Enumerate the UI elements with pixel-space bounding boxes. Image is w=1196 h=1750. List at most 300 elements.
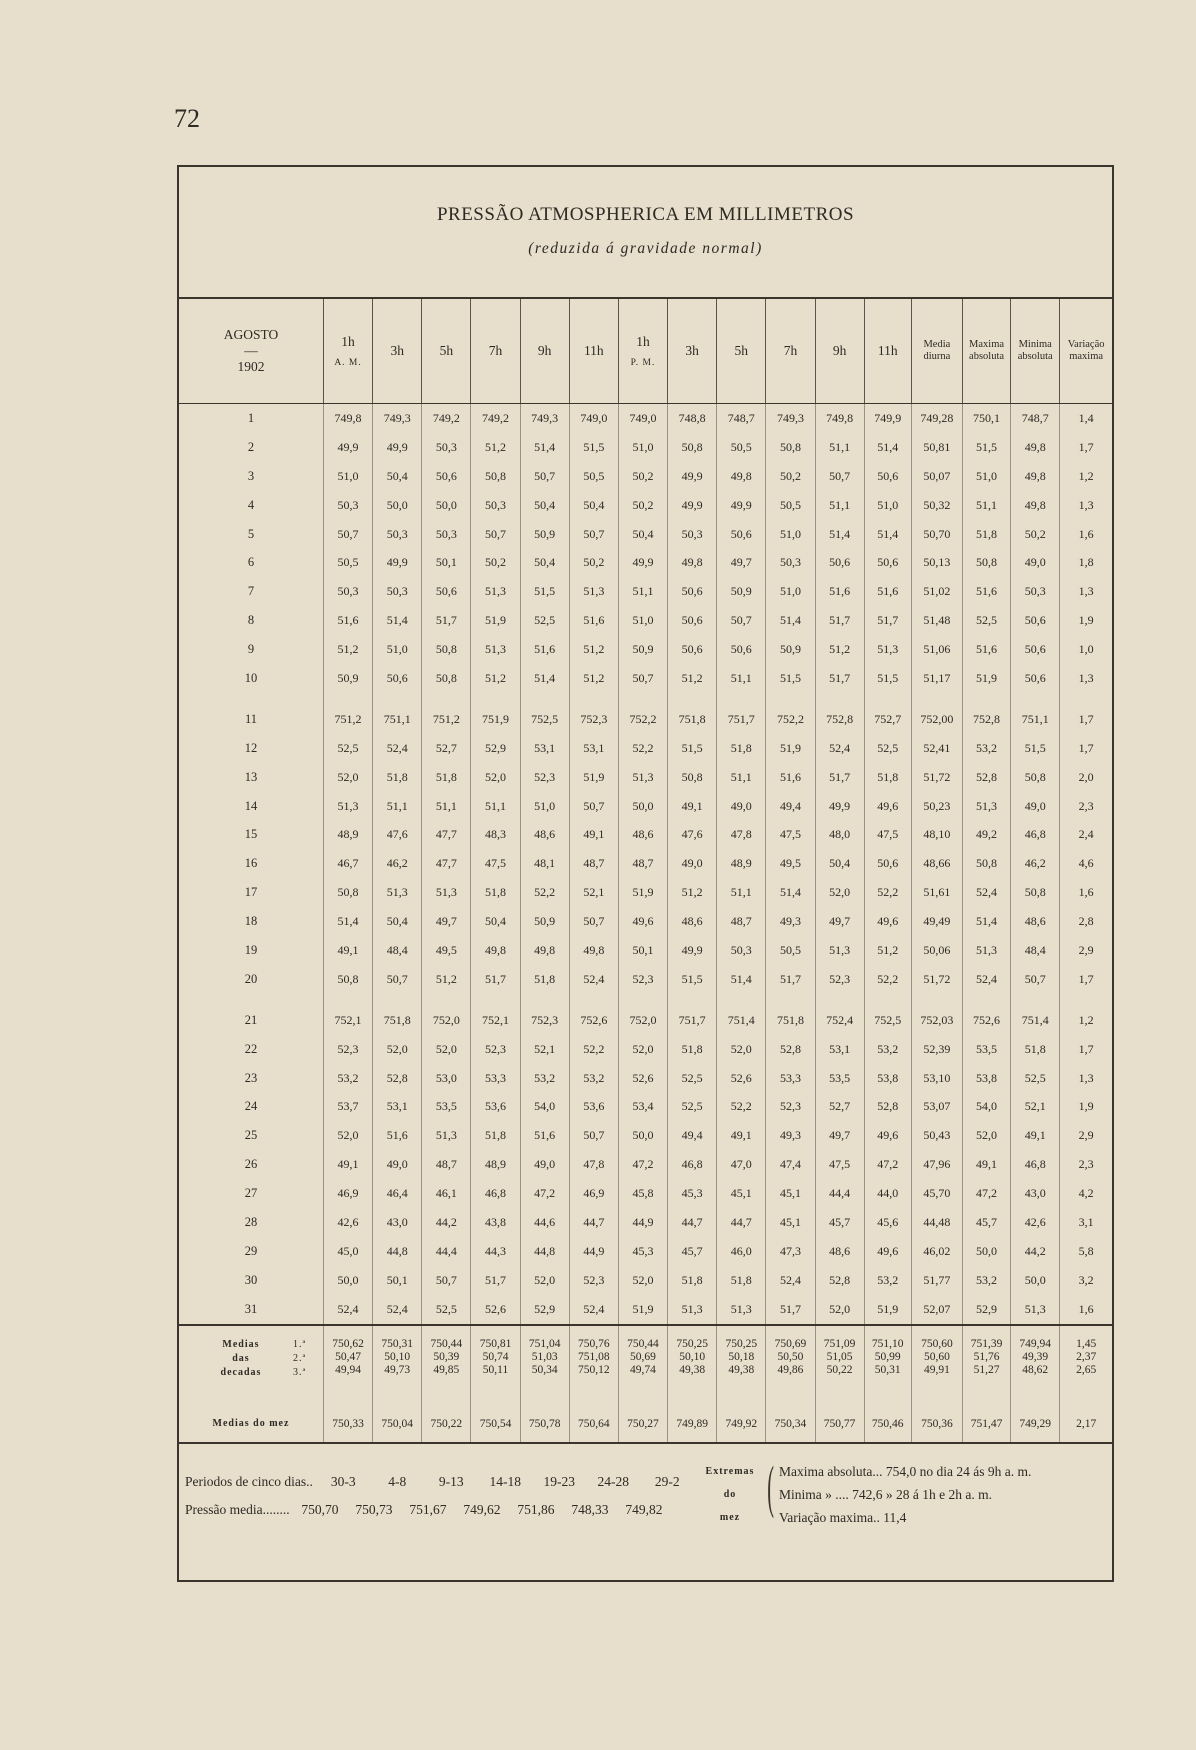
value-cell: 50,0 bbox=[962, 1237, 1010, 1266]
value-cell: 51,8 bbox=[471, 1121, 520, 1150]
value-cell: 52,4 bbox=[323, 1295, 372, 1325]
value-cell: 48,6 bbox=[618, 820, 667, 849]
value-cell: 46,8 bbox=[1011, 1150, 1060, 1179]
value-cell: 51,0 bbox=[962, 462, 1010, 491]
value-cell: 44,7 bbox=[569, 1208, 618, 1237]
value-cell: 50,6 bbox=[815, 548, 864, 577]
header-month-name: AGOSTO bbox=[223, 327, 279, 342]
header-media-2: diurna bbox=[923, 351, 951, 362]
day-cell: 24 bbox=[244, 1099, 258, 1114]
value-cell: 48,0 bbox=[815, 820, 864, 849]
table-row bbox=[179, 936, 1112, 965]
extreme-min: Minima » .... 742,6 » 28 á 1h e 2h a. m. bbox=[779, 1486, 992, 1502]
value-cell: 51,5 bbox=[668, 965, 717, 994]
decade-ordinal-1: 1.ª bbox=[292, 1338, 307, 1350]
decade-mean-value: 750,25 bbox=[725, 1337, 758, 1350]
value-cell: 751,8 bbox=[668, 693, 717, 734]
value-cell: 53,2 bbox=[962, 734, 1010, 763]
decade-means-row bbox=[179, 1325, 1112, 1388]
value-cell: 51,4 bbox=[864, 520, 911, 549]
value-cell: 46,7 bbox=[323, 849, 372, 878]
period-value: 30-3 bbox=[330, 1473, 356, 1489]
value-cell: 49,9 bbox=[717, 491, 766, 520]
value-cell: 50,5 bbox=[766, 936, 815, 965]
value-cell: 51,0 bbox=[864, 491, 911, 520]
value-cell: 47,4 bbox=[766, 1150, 815, 1179]
value-cell: 752,5 bbox=[520, 693, 569, 734]
table-row bbox=[179, 820, 1112, 849]
value-cell: 51,1 bbox=[618, 577, 667, 606]
value-cell: 51,4 bbox=[962, 907, 1010, 936]
value-cell: 751,7 bbox=[717, 693, 766, 734]
value-cell: 53,3 bbox=[766, 1064, 815, 1093]
day-cell: 3 bbox=[247, 468, 255, 483]
value-cell: 43,0 bbox=[373, 1208, 422, 1237]
day-cell: 16 bbox=[244, 856, 258, 871]
value-cell: 751,4 bbox=[717, 994, 766, 1035]
periods-values bbox=[316, 1474, 694, 1489]
day-cell: 7 bbox=[247, 584, 255, 599]
period-value: 24-28 bbox=[597, 1473, 629, 1489]
table-row bbox=[179, 1179, 1112, 1208]
value-cell: 53,3 bbox=[471, 1064, 520, 1093]
table-row bbox=[179, 907, 1112, 936]
extremes-label-3: mez bbox=[719, 1511, 741, 1523]
value-cell: 50,3 bbox=[422, 433, 471, 462]
value-cell: 51,1 bbox=[717, 664, 766, 693]
value-cell: 50,7 bbox=[373, 965, 422, 994]
value-cell: 50,8 bbox=[962, 849, 1010, 878]
decade-mean-value: 50,74 bbox=[482, 1350, 509, 1363]
value-cell: 50,7 bbox=[717, 606, 766, 635]
value-cell: 51,8 bbox=[717, 734, 766, 763]
header-hour bbox=[520, 299, 569, 404]
hour-label: 5h bbox=[734, 343, 749, 358]
table-row bbox=[179, 1208, 1112, 1237]
value-cell: 47,8 bbox=[569, 1150, 618, 1179]
value-cell: 3,2 bbox=[1060, 1266, 1112, 1295]
value-cell: 49,8 bbox=[471, 936, 520, 965]
period-value: 9-13 bbox=[438, 1473, 464, 1489]
table-row bbox=[179, 1092, 1112, 1121]
value-cell: 48,9 bbox=[471, 1150, 520, 1179]
value-cell: 45,8 bbox=[618, 1179, 667, 1208]
value-cell: 50,0 bbox=[618, 1121, 667, 1150]
decade-mean-value: 751,08 bbox=[578, 1350, 610, 1363]
value-cell: 48,4 bbox=[373, 936, 422, 965]
day-cell: 25 bbox=[244, 1128, 258, 1143]
value-cell: 51,4 bbox=[864, 433, 911, 462]
decade-mean-value: 50,10 bbox=[679, 1350, 706, 1363]
value-cell: 50,6 bbox=[1011, 664, 1060, 693]
data-body bbox=[179, 404, 1112, 1325]
value-cell: 52,0 bbox=[373, 1035, 422, 1064]
value-cell: 50,7 bbox=[422, 1266, 471, 1295]
value-cell: 51,4 bbox=[323, 907, 372, 936]
decade-mean-value: 49,86 bbox=[777, 1363, 804, 1376]
value-cell: 752,0 bbox=[618, 994, 667, 1035]
value-cell: 50,2 bbox=[766, 462, 815, 491]
value-cell: 53,1 bbox=[520, 734, 569, 763]
value-cell: 53,5 bbox=[422, 1092, 471, 1121]
value-cell: 51,6 bbox=[962, 635, 1010, 664]
value-cell: 50,43 bbox=[911, 1121, 962, 1150]
table-row bbox=[179, 994, 1112, 1035]
day-cell: 23 bbox=[244, 1070, 258, 1085]
value-cell: 51,5 bbox=[569, 433, 618, 462]
day-cell: 13 bbox=[244, 769, 258, 784]
value-cell: 51,4 bbox=[373, 606, 422, 635]
table-row bbox=[179, 664, 1112, 693]
value-cell: 45,1 bbox=[766, 1208, 815, 1237]
value-cell: 5,8 bbox=[1060, 1237, 1112, 1266]
value-cell: 51,7 bbox=[471, 1266, 520, 1295]
value-cell: 46,2 bbox=[373, 849, 422, 878]
value-cell: 49,1 bbox=[717, 1121, 766, 1150]
value-cell: 751,8 bbox=[766, 994, 815, 1035]
value-cell: 52,5 bbox=[864, 734, 911, 763]
pressure-table bbox=[179, 299, 1112, 1444]
hour-label: 1h bbox=[341, 334, 355, 349]
value-cell: 52,5 bbox=[668, 1092, 717, 1121]
value-cell: 1,2 bbox=[1060, 994, 1112, 1035]
value-cell: 1,3 bbox=[1060, 577, 1112, 606]
value-cell: 49,2 bbox=[962, 820, 1010, 849]
value-cell: 751,1 bbox=[1011, 693, 1060, 734]
value-cell: 51,2 bbox=[422, 965, 471, 994]
value-cell: 51,6 bbox=[373, 1121, 422, 1150]
value-cell: 50,9 bbox=[520, 520, 569, 549]
value-cell: 751,7 bbox=[668, 994, 717, 1035]
value-cell: 50,7 bbox=[569, 907, 618, 936]
value-cell: 2,9 bbox=[1060, 1121, 1112, 1150]
decade-ordinal-2: 2.ª bbox=[292, 1352, 307, 1364]
value-cell: 52,1 bbox=[1011, 1092, 1060, 1121]
hour-label: 3h bbox=[390, 343, 404, 358]
day-cell: 11 bbox=[244, 711, 257, 726]
decade-mean-value: 750,69 bbox=[774, 1337, 807, 1350]
value-cell: 52,0 bbox=[520, 1266, 569, 1295]
value-cell: 749,3 bbox=[373, 404, 422, 433]
value-cell: 752,2 bbox=[766, 693, 815, 734]
value-cell: 50,1 bbox=[373, 1266, 422, 1295]
value-cell: 50,9 bbox=[520, 907, 569, 936]
value-cell: 50,6 bbox=[864, 849, 911, 878]
value-cell: 50,8 bbox=[422, 664, 471, 693]
value-cell: 50,6 bbox=[717, 635, 766, 664]
value-cell: 51,0 bbox=[373, 635, 422, 664]
value-cell: 45,70 bbox=[911, 1179, 962, 1208]
decade-means-cell bbox=[717, 1325, 766, 1388]
value-cell: 2,4 bbox=[1060, 820, 1112, 849]
value-cell: 46,1 bbox=[422, 1179, 471, 1208]
decade-means-cell bbox=[911, 1325, 962, 1388]
value-cell: 50,8 bbox=[323, 965, 372, 994]
value-cell: 52,3 bbox=[520, 763, 569, 792]
value-cell: 46,8 bbox=[1011, 820, 1060, 849]
header-hour bbox=[815, 299, 864, 404]
day-cell: 6 bbox=[247, 555, 255, 570]
value-cell: 50,6 bbox=[1011, 635, 1060, 664]
decade-mean-value: 49,85 bbox=[433, 1363, 460, 1376]
value-cell: 51,2 bbox=[668, 664, 717, 693]
value-cell: 50,3 bbox=[422, 520, 471, 549]
value-cell: 50,0 bbox=[422, 491, 471, 520]
value-cell: 48,6 bbox=[520, 820, 569, 849]
value-cell: 51,7 bbox=[815, 664, 864, 693]
am-label: A. M. bbox=[334, 358, 362, 368]
value-cell: 51,8 bbox=[668, 1266, 717, 1295]
value-cell: 51,0 bbox=[618, 433, 667, 462]
header-maxima bbox=[962, 299, 1010, 404]
value-cell: 46,2 bbox=[1011, 849, 1060, 878]
value-cell: 48,1 bbox=[520, 849, 569, 878]
value-cell: 49,9 bbox=[668, 491, 717, 520]
table-subtitle: (reduzida á gravidade normal) bbox=[528, 240, 763, 257]
value-cell: 50,3 bbox=[668, 520, 717, 549]
value-cell: 50,4 bbox=[373, 462, 422, 491]
value-cell: 51,6 bbox=[520, 1121, 569, 1150]
value-cell: 52,5 bbox=[520, 606, 569, 635]
value-cell: 51,3 bbox=[569, 577, 618, 606]
value-cell: 50,8 bbox=[323, 878, 372, 907]
hour-label: 3h bbox=[685, 343, 699, 358]
value-cell: 52,4 bbox=[962, 965, 1010, 994]
value-cell: 51,9 bbox=[766, 734, 815, 763]
value-cell: 45,0 bbox=[323, 1237, 372, 1266]
header-hour bbox=[668, 299, 717, 404]
value-cell: 44,9 bbox=[569, 1237, 618, 1266]
month-mean-value: 2,17 bbox=[1060, 1388, 1112, 1443]
value-cell: 52,4 bbox=[815, 734, 864, 763]
value-cell: 50,6 bbox=[864, 462, 911, 491]
header-maxima-1: Maxima bbox=[969, 339, 1005, 350]
table-row bbox=[179, 1266, 1112, 1295]
value-cell: 43,8 bbox=[471, 1208, 520, 1237]
value-cell: 2,3 bbox=[1060, 792, 1112, 821]
value-cell: 47,5 bbox=[766, 820, 815, 849]
month-mean-value: 750,46 bbox=[864, 1388, 911, 1443]
value-cell: 53,8 bbox=[864, 1064, 911, 1093]
value-cell: 48,9 bbox=[717, 849, 766, 878]
value-cell: 50,7 bbox=[520, 462, 569, 491]
day-cell: 21 bbox=[244, 1012, 258, 1027]
value-cell: 50,7 bbox=[471, 520, 520, 549]
value-cell: 50,23 bbox=[911, 792, 962, 821]
decade-means-cell bbox=[1060, 1325, 1112, 1388]
value-cell: 50,6 bbox=[717, 520, 766, 549]
value-cell: 752,8 bbox=[962, 693, 1010, 734]
decade-mean-value: 49,39 bbox=[1022, 1350, 1049, 1363]
value-cell: 49,1 bbox=[323, 1150, 372, 1179]
decade-mean-value: 1,45 bbox=[1076, 1337, 1097, 1350]
table-row bbox=[179, 1237, 1112, 1266]
value-cell: 44,48 bbox=[911, 1208, 962, 1237]
table-row bbox=[179, 693, 1112, 734]
decade-means-cell bbox=[569, 1325, 618, 1388]
value-cell: 3,1 bbox=[1060, 1208, 1112, 1237]
value-cell: 52,8 bbox=[962, 763, 1010, 792]
decade-mean-value: 750,44 bbox=[627, 1337, 659, 1350]
decade-mean-value: 750,81 bbox=[479, 1337, 512, 1350]
decade-means-cell bbox=[520, 1325, 569, 1388]
value-cell: 51,0 bbox=[618, 606, 667, 635]
value-cell: 48,4 bbox=[1011, 936, 1060, 965]
value-cell: 51,1 bbox=[373, 792, 422, 821]
decade-mean-value: 50,11 bbox=[482, 1363, 509, 1376]
value-cell: 49,5 bbox=[766, 849, 815, 878]
value-cell: 50,3 bbox=[323, 577, 372, 606]
table-row bbox=[179, 404, 1112, 433]
value-cell: 748,7 bbox=[1011, 404, 1060, 433]
day-cell: 15 bbox=[244, 827, 258, 842]
value-cell: 51,4 bbox=[520, 433, 569, 462]
extremes-label-2: do bbox=[723, 1488, 737, 1500]
value-cell: 50,2 bbox=[569, 548, 618, 577]
value-cell: 50,5 bbox=[717, 433, 766, 462]
value-cell: 1,7 bbox=[1060, 734, 1112, 763]
value-cell: 751,4 bbox=[1011, 994, 1060, 1035]
value-cell: 48,7 bbox=[618, 849, 667, 878]
header-variacao bbox=[1060, 299, 1112, 404]
value-cell: 49,1 bbox=[668, 792, 717, 821]
value-cell: 50,7 bbox=[569, 520, 618, 549]
day-cell: 20 bbox=[244, 971, 258, 986]
value-cell: 50,2 bbox=[618, 462, 667, 491]
value-cell: 52,4 bbox=[569, 1295, 618, 1325]
decade-mean-value: 48,62 bbox=[1022, 1363, 1049, 1376]
value-cell: 51,5 bbox=[766, 664, 815, 693]
value-cell: 751,2 bbox=[422, 693, 471, 734]
day-cell: 14 bbox=[244, 798, 258, 813]
value-cell: 47,6 bbox=[373, 820, 422, 849]
period-value: 19-23 bbox=[543, 1473, 575, 1489]
value-cell: 50,07 bbox=[911, 462, 962, 491]
value-cell: 52,4 bbox=[569, 965, 618, 994]
periods-label: Periodos de cinco dias.. bbox=[185, 1473, 313, 1489]
value-cell: 53,07 bbox=[911, 1092, 962, 1121]
table-row bbox=[179, 1035, 1112, 1064]
day-cell: 2 bbox=[247, 439, 255, 454]
header-hour bbox=[864, 299, 911, 404]
value-cell: 45,3 bbox=[668, 1179, 717, 1208]
value-cell: 44,2 bbox=[422, 1208, 471, 1237]
table-row bbox=[179, 577, 1112, 606]
value-cell: 50,9 bbox=[618, 635, 667, 664]
value-cell: 48,7 bbox=[422, 1150, 471, 1179]
value-cell: 752,7 bbox=[864, 693, 911, 734]
value-cell: 52,4 bbox=[962, 878, 1010, 907]
value-cell: 53,4 bbox=[618, 1092, 667, 1121]
value-cell: 49,1 bbox=[569, 820, 618, 849]
value-cell: 1,3 bbox=[1060, 664, 1112, 693]
value-cell: 52,6 bbox=[618, 1064, 667, 1093]
value-cell: 50,81 bbox=[911, 433, 962, 462]
value-cell: 49,9 bbox=[618, 548, 667, 577]
value-cell: 49,8 bbox=[569, 936, 618, 965]
value-cell: 48,3 bbox=[471, 820, 520, 849]
value-cell: 50,4 bbox=[520, 491, 569, 520]
value-cell: 46,4 bbox=[373, 1179, 422, 1208]
value-cell: 50,1 bbox=[422, 548, 471, 577]
value-cell: 42,6 bbox=[1011, 1208, 1060, 1237]
header-minima-2: absoluta bbox=[1017, 351, 1053, 362]
value-cell: 44,8 bbox=[520, 1237, 569, 1266]
value-cell: 53,2 bbox=[323, 1064, 372, 1093]
value-cell: 50,2 bbox=[618, 491, 667, 520]
table-row bbox=[179, 878, 1112, 907]
decade-means-cell bbox=[373, 1325, 422, 1388]
pressure-value: 750,73 bbox=[355, 1501, 393, 1517]
decade-mean-value: 751,04 bbox=[528, 1337, 561, 1350]
value-cell: 49,6 bbox=[864, 907, 911, 936]
pressure-line bbox=[185, 1502, 671, 1518]
value-cell: 47,2 bbox=[520, 1179, 569, 1208]
value-cell: 51,77 bbox=[911, 1266, 962, 1295]
value-cell: 1,8 bbox=[1060, 548, 1112, 577]
value-cell: 52,8 bbox=[815, 1266, 864, 1295]
period-value: 14-18 bbox=[489, 1473, 521, 1489]
decade-means-cell bbox=[668, 1325, 717, 1388]
value-cell: 50,9 bbox=[323, 664, 372, 693]
decade-mean-value: 49,74 bbox=[630, 1363, 656, 1376]
value-cell: 51,1 bbox=[815, 491, 864, 520]
value-cell: 51,1 bbox=[422, 792, 471, 821]
value-cell: 51,9 bbox=[864, 1295, 911, 1325]
value-cell: 2,8 bbox=[1060, 907, 1112, 936]
means-body bbox=[179, 1325, 1112, 1443]
day-cell: 1 bbox=[247, 410, 255, 425]
value-cell: 52,8 bbox=[864, 1092, 911, 1121]
value-cell: 1,2 bbox=[1060, 462, 1112, 491]
value-cell: 752,5 bbox=[864, 994, 911, 1035]
value-cell: 51,7 bbox=[422, 606, 471, 635]
value-cell: 48,6 bbox=[815, 1237, 864, 1266]
value-cell: 49,9 bbox=[373, 548, 422, 577]
month-mean-value: 749,89 bbox=[668, 1388, 717, 1443]
decade-mean-value: 750,76 bbox=[578, 1337, 610, 1350]
value-cell: 51,1 bbox=[815, 433, 864, 462]
value-cell: 752,00 bbox=[911, 693, 962, 734]
pressure-label: Pressão media........ bbox=[185, 1501, 290, 1517]
value-cell: 50,7 bbox=[618, 664, 667, 693]
value-cell: 51,4 bbox=[520, 664, 569, 693]
pressure-value: 750,70 bbox=[301, 1501, 339, 1517]
value-cell: 50,5 bbox=[766, 491, 815, 520]
day-cell: 26 bbox=[244, 1157, 258, 1172]
value-cell: 52,7 bbox=[422, 734, 471, 763]
value-cell: 50,8 bbox=[962, 548, 1010, 577]
value-cell: 52,5 bbox=[422, 1295, 471, 1325]
day-cell: 22 bbox=[244, 1041, 258, 1056]
value-cell: 49,0 bbox=[1011, 548, 1060, 577]
value-cell: 51,3 bbox=[471, 635, 520, 664]
table-row bbox=[179, 491, 1112, 520]
value-cell: 50,8 bbox=[668, 763, 717, 792]
header-hour bbox=[569, 299, 618, 404]
value-cell: 50,2 bbox=[1011, 520, 1060, 549]
value-cell: 49,9 bbox=[373, 433, 422, 462]
decade-label-3: decadas bbox=[220, 1366, 262, 1378]
value-cell: 52,9 bbox=[520, 1295, 569, 1325]
table-row bbox=[179, 606, 1112, 635]
pressure-value: 751,86 bbox=[517, 1501, 555, 1517]
header-row bbox=[179, 299, 1112, 404]
value-cell: 51,8 bbox=[864, 763, 911, 792]
value-cell: 751,2 bbox=[323, 693, 372, 734]
value-cell: 52,2 bbox=[717, 1092, 766, 1121]
value-cell: 52,0 bbox=[815, 878, 864, 907]
